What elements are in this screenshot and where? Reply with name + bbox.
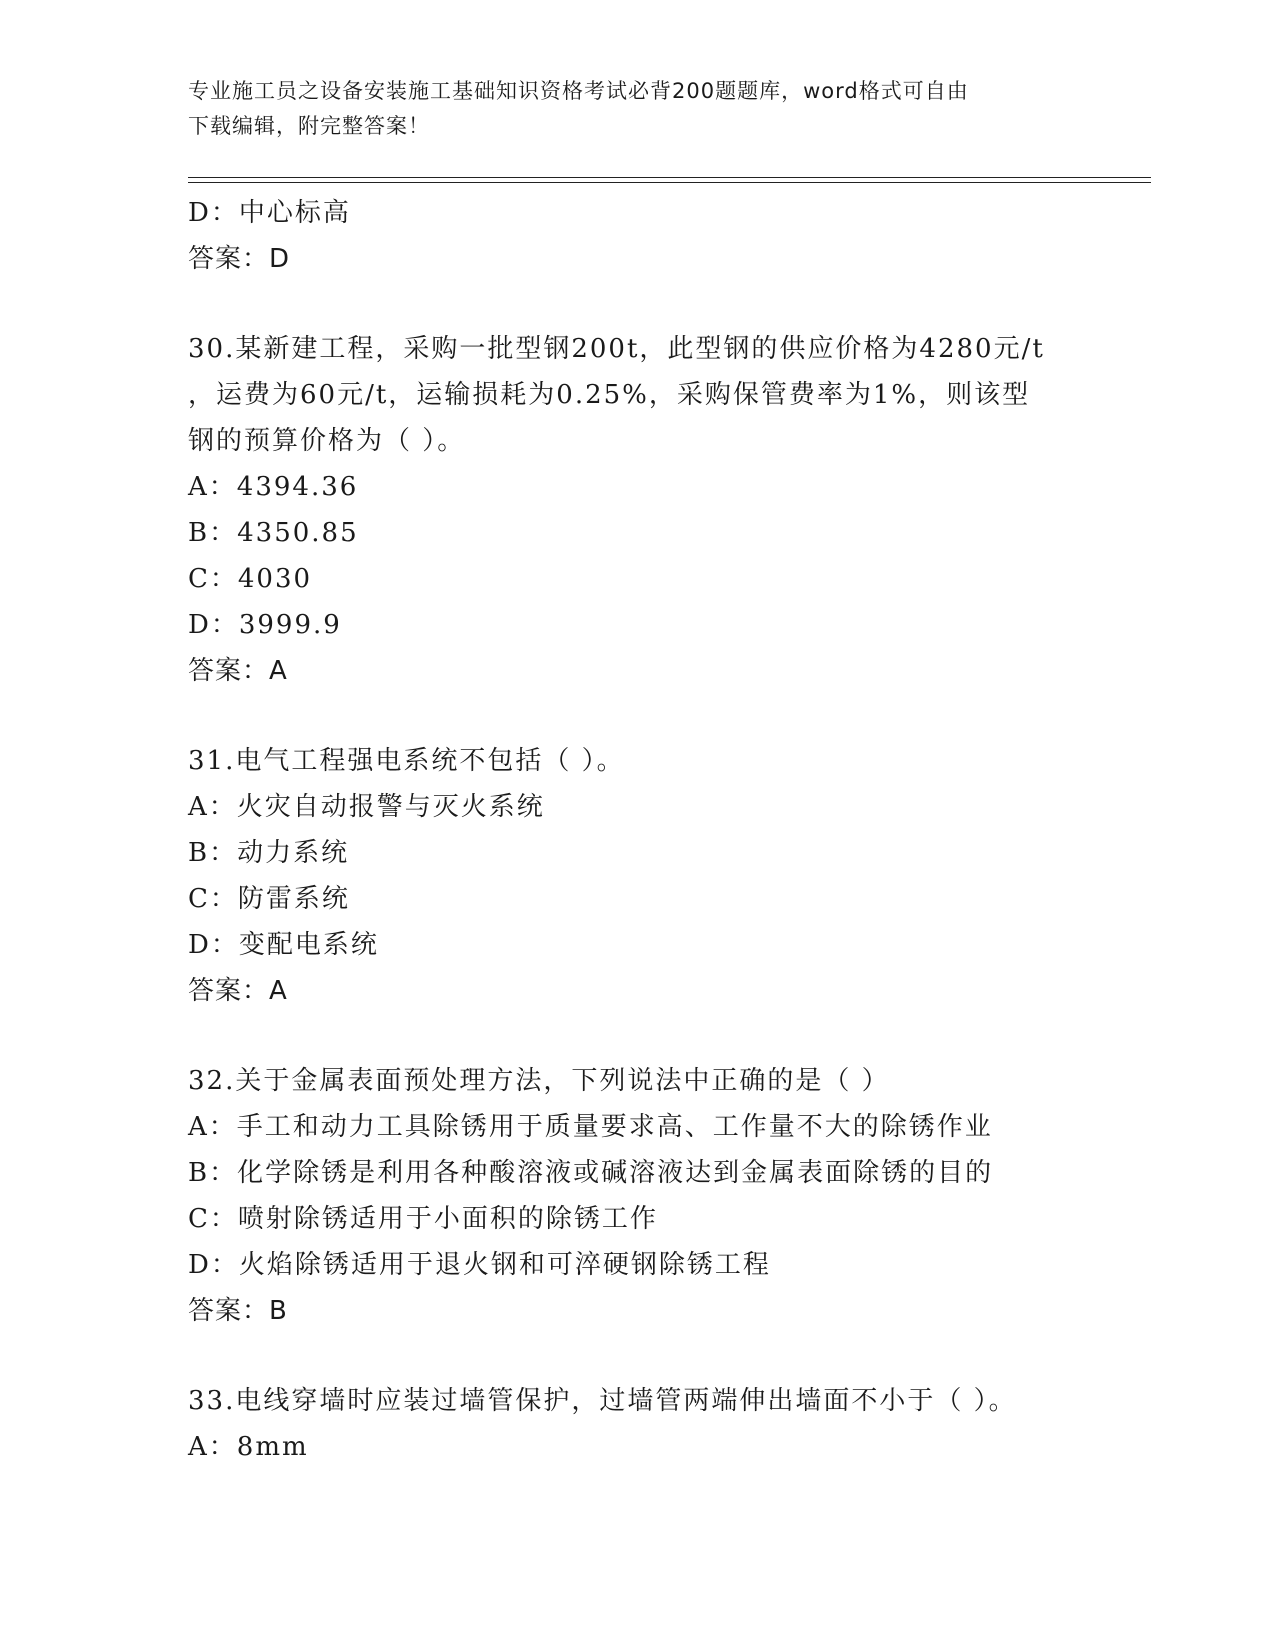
header-line-1: 专业施工员之设备安装施工基础知识资格考试必背200题题库，word格式可自由 <box>188 79 969 103</box>
answer: 答案：B <box>188 1296 288 1326</box>
option-a: A：火灾自动报警与灭火系统 <box>188 792 545 822</box>
prev-option-d: D：中心标高 <box>188 198 351 228</box>
header-line-2: 下载编辑，附完整答案！ <box>188 114 430 138</box>
question-text: 钢的预算价格为（ ）。 <box>188 426 466 456</box>
option-a: A：手工和动力工具除锈用于质量要求高、工作量不大的除锈作业 <box>188 1112 993 1142</box>
spacer <box>188 282 1108 326</box>
answer: 答案：A <box>188 656 288 686</box>
option-a: A：8mm <box>188 1432 309 1462</box>
question-32 <box>188 1058 1108 1334</box>
question-text: 32.关于金属表面预处理方法，下列说法中正确的是（ ） <box>188 1066 890 1096</box>
question-text: ，运费为60元/t，运输损耗为0.25%，采购保管费率为1%，则该型 <box>188 380 1031 410</box>
option-a: A：4394.36 <box>188 472 359 502</box>
answer: 答案：A <box>188 976 288 1006</box>
option-b: B：化学除锈是利用各种酸溶液或碱溶液达到金属表面除锈的目的 <box>188 1158 994 1188</box>
option-d: D：3999.9 <box>188 610 342 640</box>
option-d: D：变配电系统 <box>188 930 379 960</box>
question-text: 30.某新建工程，采购一批型钢200t，此型钢的供应价格为4280元/t <box>188 334 1045 364</box>
spacer <box>188 1334 1108 1378</box>
option-d: D：火焰除锈适用于退火钢和可淬硬钢除锈工程 <box>188 1250 771 1280</box>
spacer <box>188 1014 1108 1058</box>
header-rule-top <box>188 177 1151 178</box>
option-b: B：4350.85 <box>188 518 359 548</box>
document-header <box>188 74 1068 144</box>
question-content <box>188 190 1108 1470</box>
prev-answer: 答案：D <box>188 244 291 274</box>
question-text: 31.电气工程强电系统不包括（ ）。 <box>188 746 625 776</box>
option-b: B：动力系统 <box>188 838 350 868</box>
question-31 <box>188 738 1108 1014</box>
option-c: C：喷射除锈适用于小面积的除锈工作 <box>188 1204 658 1234</box>
option-c: C：防雷系统 <box>188 884 350 914</box>
question-33 <box>188 1378 1108 1470</box>
header-rule-bottom <box>188 182 1151 183</box>
question-text: 33.电线穿墙时应装过墙管保护，过墙管两端伸出墙面不小于（ ）。 <box>188 1386 1017 1416</box>
option-c: C：4030 <box>188 564 313 594</box>
question-30 <box>188 326 1108 694</box>
spacer <box>188 694 1108 738</box>
